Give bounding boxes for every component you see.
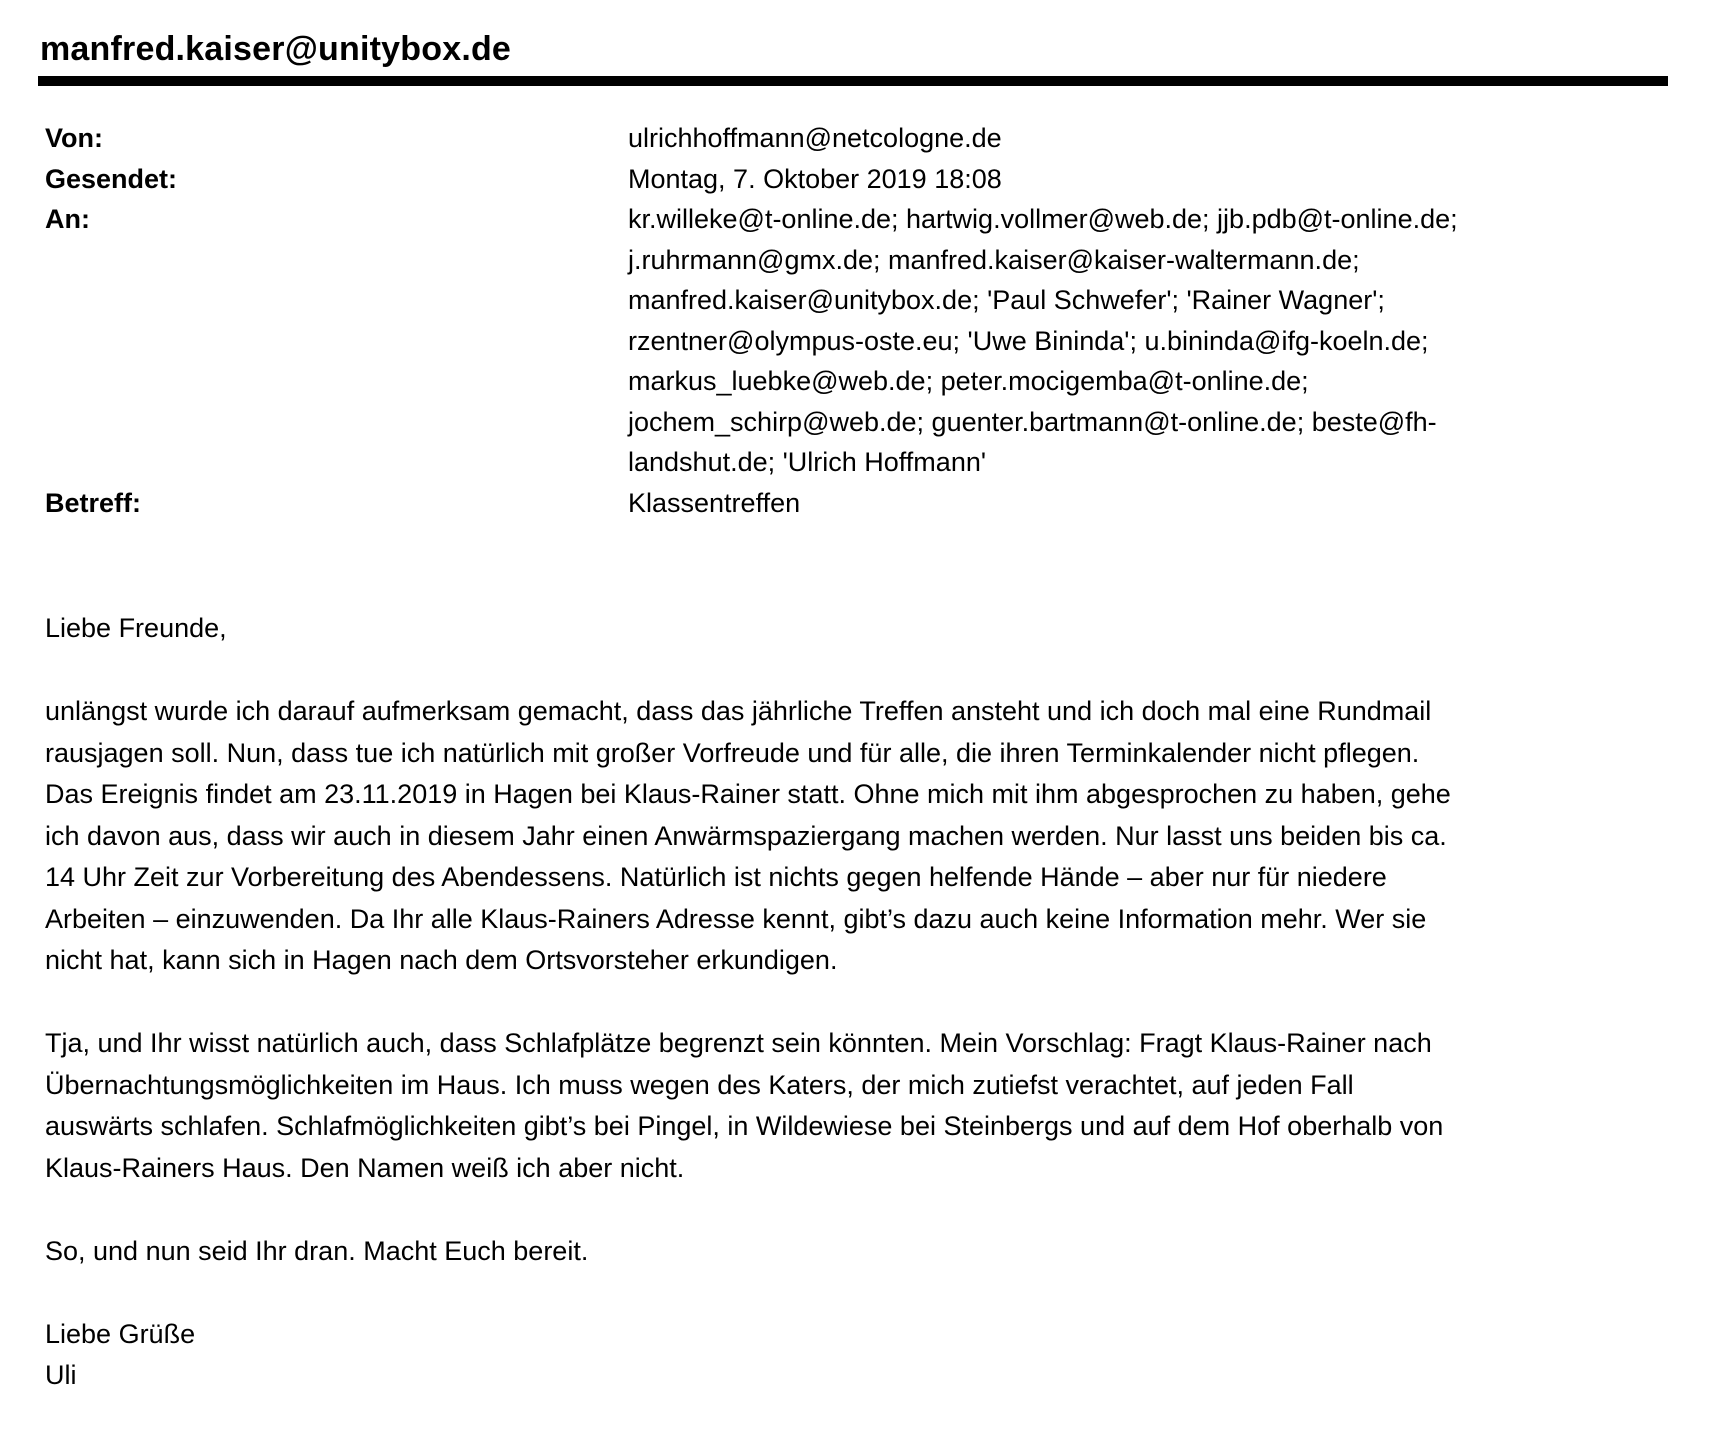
- to-line: rzentner@olympus-oste.eu; 'Uwe Bininda'; u.bininda@ifg-koeln.de;: [628, 325, 1429, 356]
- to-line: jochem_schirp@web.de; guenter.bartmann@t-online.de; beste@fh-: [628, 406, 1437, 437]
- body-line: 14 Uhr Zeit zur Vorbereitung des Abendessens. Natürlich ist nichts gegen helfende Hände – aber nur für niedere: [45, 862, 1387, 892]
- sent-row: [45, 159, 1645, 200]
- to-line: markus_luebke@web.de; peter.mocigemba@t-online.de;: [628, 366, 1309, 396]
- mailbox-account-title: manfred.kaiser@unitybox.de: [40, 30, 512, 68]
- body-line: Arbeiten – einzuwenden. Da Ihr alle Klaus-Rainers Adresse kennt, gibt’s dazu auch keine Information mehr. Wer sie: [45, 903, 1427, 934]
- subject-label: Betreff:: [45, 487, 142, 518]
- body-line: auswärts schlafen. Schlafmöglichkeiten gibt’s bei Pingel, in Wildewiese bei Steinbergs und auf dem Hof oberhalb von: [45, 1111, 1444, 1141]
- to-label: An:: [45, 204, 90, 234]
- to-line: landshut.de; 'Ulrich Hoffmann': [628, 447, 987, 477]
- to-line: manfred.kaiser@unitybox.de; 'Paul Schwefer'; 'Rainer Wagner';: [628, 285, 1385, 315]
- paragraph-sleeping: [45, 1023, 1665, 1189]
- body-line: rausjagen soll. Nun, dass tue ich natürlich mit großer Vorfreude und für alle, die ihren Terminkalender nicht pflegen.: [45, 737, 1420, 768]
- signature: Uli: [45, 1360, 77, 1390]
- body-line: nicht hat, kann sich in Hagen nach dem Ortsvorsteher erkundigen.: [45, 945, 838, 975]
- from-label: Von:: [45, 123, 103, 153]
- from-row: [45, 118, 1645, 159]
- to-line: j.ruhrmann@gmx.de; manfred.kaiser@kaiser-waltermann.de;: [628, 244, 1360, 275]
- to-value: [628, 199, 1645, 483]
- email-body: [45, 608, 1665, 1397]
- sign-off: [45, 1314, 1665, 1397]
- body-line: ich davon aus, dass wir auch in diesem Jahr einen Anwärmspaziergang machen werden. Nur lasst uns beiden bis ca.: [45, 820, 1447, 851]
- from-value: ulrichhoffmann@netcologne.de: [628, 123, 1002, 153]
- title-divider: [38, 76, 1668, 86]
- paragraph-event: [45, 691, 1665, 982]
- email-header-table: [45, 118, 1645, 523]
- to-row: [45, 199, 1645, 483]
- body-line: unlängst wurde ich darauf aufmerksam gemacht, dass das jährliche Treffen ansteht und ich doch mal eine Rundmail: [45, 696, 1432, 726]
- to-line: kr.willeke@t-online.de; hartwig.vollmer@web.de; jjb.pdb@t-online.de;: [628, 204, 1458, 234]
- greeting: Liebe Freunde,: [45, 613, 227, 643]
- body-line: Übernachtungsmöglichkeiten im Haus. Ich muss wegen des Katers, der mich zutiefst verachtet, auf jeden Fall: [45, 1069, 1354, 1100]
- body-line: Klaus-Rainers Haus. Den Namen weiß ich aber nicht.: [45, 1152, 685, 1183]
- body-line: Tja, und Ihr wisst natürlich auch, dass Schlafplätze begrenzt sein könnten. Mein Vorschlag: Fragt Klaus-Rainer nach: [45, 1028, 1432, 1058]
- closing-phrase: Liebe Grüße: [45, 1318, 196, 1349]
- sent-label: Gesendet:: [45, 163, 178, 194]
- subject-row: [45, 483, 1645, 524]
- paragraph-closing: So, und nun seid Ihr dran. Macht Euch bereit.: [45, 1235, 589, 1266]
- subject-value: Klassentreffen: [628, 487, 801, 518]
- body-line: Das Ereignis findet am 23.11.2019 in Hagen bei Klaus-Rainer statt. Ohne mich mit ihm abgesprochen zu haben, gehe: [45, 779, 1451, 809]
- sent-value: Montag, 7. Oktober 2019 18:08: [628, 163, 1002, 194]
